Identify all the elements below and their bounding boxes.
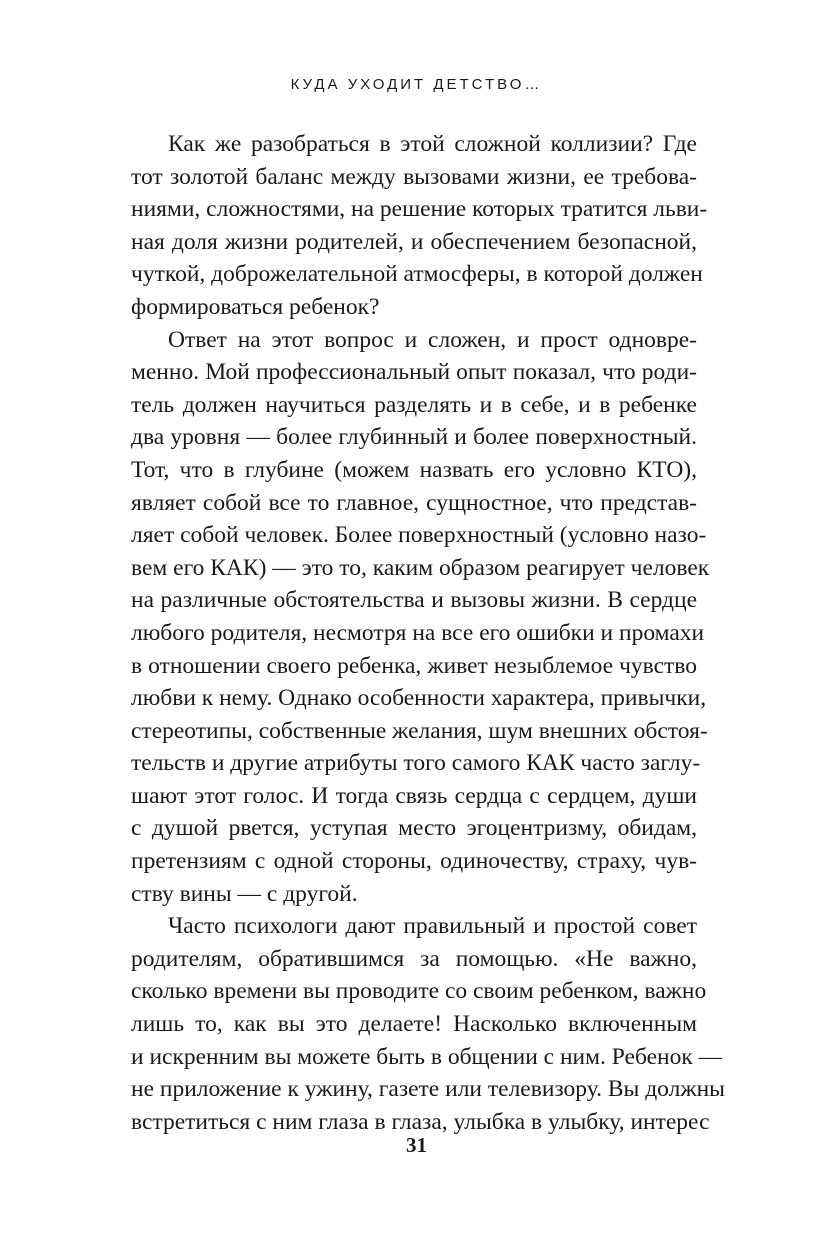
text-line: два уровня — более глубинный и более поверхностный. <box>131 424 697 451</box>
text-line: менно. Мой профессиональный опыт показал, что роди- <box>131 359 697 386</box>
paragraph <box>131 324 710 911</box>
text-line: не приложение к ужину, газете или телевизору. Вы должны <box>131 1076 725 1103</box>
text-line: и искренним вы можете быть в общении с ним. Ребенок — <box>131 1043 723 1070</box>
text-line: на различные обстоятельства и вызовы жизни. В сердце <box>131 587 697 614</box>
text-line: ляет собой человек. Более поверхностный (условно назо- <box>131 522 707 549</box>
text-line: тот золотой баланс между вызовами жизни, ее требова- <box>131 163 697 190</box>
text-line: Ответ на этот вопрос и сложен, и прост одновре- <box>168 326 697 353</box>
text-line: шают этот голос. И тогда связь сердца с сердцем, души <box>131 782 697 809</box>
text-line: ству вины — с другой. <box>131 880 358 907</box>
text-line: формироваться ребенок? <box>131 293 380 320</box>
text-line: тель должен научиться разделять и в себе, и в ребенке <box>131 391 697 418</box>
text-line: встретиться с ним глаза в глаза, улыбка в улыбку, интерес <box>131 1108 710 1135</box>
text-line: ная доля жизни родителей, и обеспечением безопасной, <box>131 228 697 255</box>
text-line: являет собой все то главное, сущностное, что представ- <box>131 489 697 516</box>
running-head: КУДА УХОДИТ ДЕТСТВО… <box>290 76 543 93</box>
text-line: Как же разобраться в этой сложной коллизии? Где <box>168 131 697 157</box>
page-number: 31 <box>406 1133 427 1157</box>
text-line: вем его КАК) — это то, каким образом реагирует человек <box>131 554 710 581</box>
text-line: в отношении своего ребенка, живет незыблемое чувство <box>131 652 697 679</box>
text-line: стереотипы, собственные желания, шум внешних обстоя- <box>131 717 708 744</box>
text-line: любого родителя, несмотря на все его ошибки и промахи <box>131 619 705 646</box>
text-line: родителям, обратившимся за помощью. «Не важно, <box>131 945 697 972</box>
paragraph <box>131 128 708 324</box>
text-line: лишь то, как вы это делаете! Насколько включенным <box>131 1011 697 1038</box>
paragraph <box>131 910 725 1138</box>
text-line: ниями, сложностями, на решение которых тратится льви- <box>131 196 708 223</box>
text-line: Тот, что в глубине (можем назвать его условно КТО), <box>131 456 697 483</box>
text-line: тельств и другие атрибуты того самого КАК часто заглу- <box>131 750 701 777</box>
text-line: претензиям с одной стороны, одиночеству, страху, чув- <box>131 848 697 875</box>
text-line: с душой рвется, уступая место эгоцентризму, обидам, <box>131 815 697 842</box>
text-line: сколько времени вы проводите со своим ребенком, важно <box>131 978 707 1005</box>
body-text <box>131 128 725 1138</box>
text-line: чуткой, доброжелательной атмосферы, в которой должен <box>131 261 703 288</box>
text-line: Часто психологи дают правильный и простой совет <box>168 913 697 940</box>
text-line: любви к нему. Однако особенности характера, привычки, <box>131 685 707 712</box>
